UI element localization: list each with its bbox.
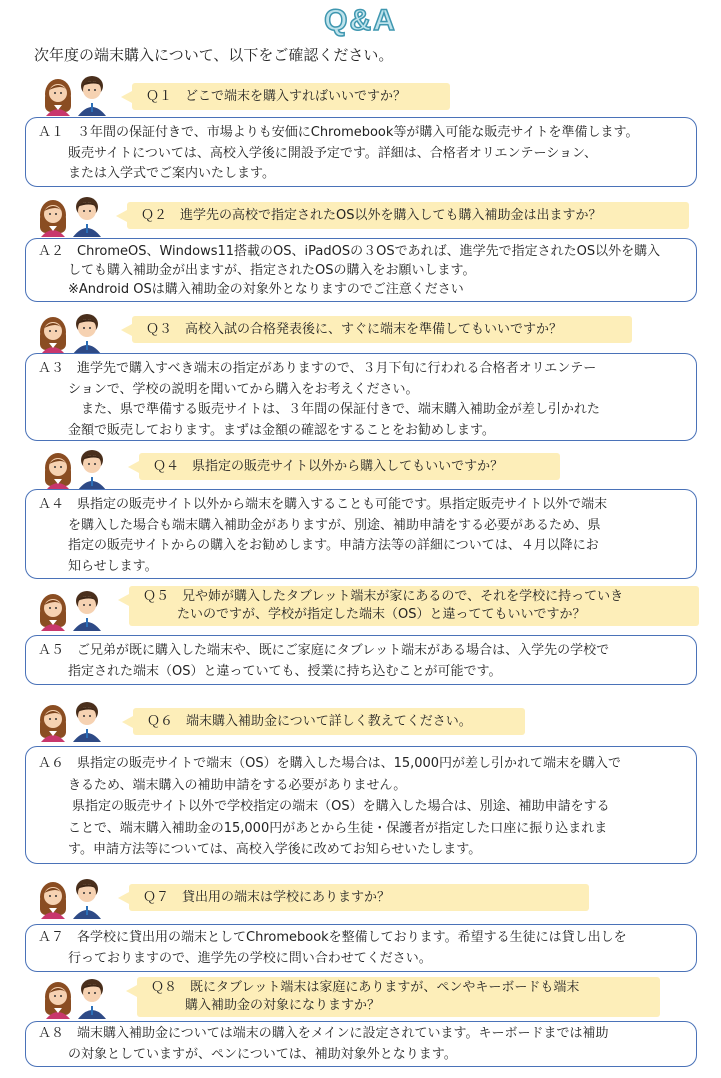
- answer-1: [25, 117, 697, 187]
- people-illustration-icon: [35, 310, 107, 354]
- question-text: Ｑ８ 既にタブレット端末は家庭にありますが、ペンやキーボードも端末: [151, 980, 580, 995]
- people-illustration-icon: [35, 875, 107, 919]
- answer-line: 県指定の販売サイト以外で学校指定の端末（OS）を購入した場合は、別途、補助申請をする: [72, 799, 610, 814]
- question-text: Ｑ１ どこで端末を購入すればいいですか？: [146, 89, 407, 104]
- question-text: たいのですが、学校が指定した端末（OS）と違っててもいいですか？: [177, 607, 586, 622]
- answer-line: または入学式でご案内いたします。: [68, 166, 275, 181]
- question-6: [133, 708, 525, 735]
- people-illustration-icon: [35, 698, 107, 742]
- answer-line: ※Android OSは購入補助金の対象外となりますのでご注意ください: [68, 282, 464, 297]
- answer-line: また、県で準備する販売サイトは、３年間の保証付きで、端末購入補助金が差し引かれた: [68, 402, 600, 417]
- question-8: [137, 977, 660, 1017]
- page-title: Q&A: [324, 4, 397, 37]
- answer-7: [25, 924, 697, 972]
- question-4: [139, 453, 560, 480]
- answer-line: Ａ８ 端末購入補助金については端末の購入をメインに設定されています。キーボードまでは補助: [38, 1026, 609, 1041]
- people-illustration-icon: [35, 193, 107, 237]
- question-1: [132, 83, 450, 110]
- answer-5: [25, 635, 697, 685]
- question-text: Ｑ５ 兄や姉が購入したタブレット端末が家にあるので、それを学校に持っていき: [143, 589, 624, 604]
- answer-line: 金額で販売しております。まずは金額の確認をすることをお勧めします。: [68, 422, 495, 438]
- question-text: Ｑ３ 高校入試の合格発表後に、すぐに端末を準備してもいいですか？: [146, 322, 563, 337]
- answer-line: Ａ６ 県指定の販売サイトで端末（OS）を購入した場合は、15,000円が差し引かれて端末を購入で: [38, 756, 622, 771]
- answer-line: Ａ２ ChromeOS、Windows11搭載のOS、iPadOSの３OSであれば、進学先で指定されたOS以外を購入: [38, 244, 661, 259]
- answer-line: きるため、端末購入の補助申請をする必要がありません。: [68, 777, 407, 793]
- answer-3: [25, 353, 697, 441]
- answer-line: ションで、学校の説明を聞いてから購入をお考えください。: [68, 381, 419, 397]
- question-text: Ｑ６ 端末購入補助金について詳しく教えてください。: [147, 714, 472, 729]
- answer-line: 指定の販売サイトからの購入をお勧めします。申請方法等の詳細については、４月以降にお: [68, 538, 599, 553]
- question-2: [127, 202, 689, 229]
- people-illustration-icon: [40, 446, 112, 490]
- answer-line: ことで、端末購入補助金の15,000円があとから生徒・保護者が指定した口座に振り込まれま: [68, 820, 608, 836]
- answer-line: 販売サイトについては、高校入学後に開設予定です。詳細は、合格者オリエンテーション、: [68, 145, 597, 161]
- answer-line: Ａ５ ご兄弟が既に購入した端末や、既にご家庭にタブレット端末がある場合は、入学先の学校で: [38, 643, 610, 658]
- answer-line: Ａ１ ３年間の保証付きで、市場よりも安価にChromebook等が購入可能な販売サイトを準備します。: [38, 125, 639, 140]
- answer-line: Ａ４ 県指定の販売サイト以外から端末を購入することも可能です。県指定販売サイト以外で端末: [38, 497, 608, 512]
- answer-line: を購入した場合も端末購入補助金がありますが、別途、補助申請をする必要があるため、県: [68, 517, 601, 533]
- question-text: Ｑ２ 進学先の高校で指定されたOS以外を購入しても購入補助金は出ますか？: [141, 208, 602, 223]
- answer-8: [25, 1021, 697, 1067]
- question-3: [132, 316, 632, 343]
- question-text: Ｑ７ 貸出用の端末は学校にありますか？: [143, 890, 391, 905]
- question-5: [129, 586, 699, 626]
- answer-line: Ａ３ 進学先で購入すべき端末の指定がありますので、３月下旬に行われる合格者オリエンテー: [38, 361, 597, 376]
- question-7: [129, 884, 589, 911]
- people-illustration-icon: [40, 975, 112, 1019]
- answer-line: す。申請方法等については、高校入学後に改めてお知らせいたします。: [68, 842, 482, 857]
- answer-line: しても購入補助金が出ますが、指定されたOSの購入をお願いします。: [68, 263, 476, 278]
- answer-line: Ａ７ 各学校に貸出用の端末としてChromebookを整備しております。希望する生徒には貸し出しを: [38, 930, 627, 945]
- answer-line: の対象としていますが、ペンについては、補助対象外となります。: [68, 1046, 457, 1062]
- intro-text: 次年度の端末購入について、以下をご確認ください。: [34, 46, 394, 64]
- answer-line: 行っておりますので、進学先の学校に問い合わせてください。: [68, 950, 432, 966]
- people-illustration-icon: [40, 72, 112, 116]
- people-illustration-icon: [35, 587, 107, 631]
- answer-4: [25, 489, 697, 579]
- answer-line: 知らせします。: [68, 558, 158, 574]
- answer-6: [25, 746, 697, 864]
- answer-line: 指定された端末（OS）と違っていても、授業に持ち込むことが可能です。: [68, 663, 502, 679]
- answer-2: [25, 238, 697, 302]
- question-text: 購入補助金の対象になりますか？: [185, 998, 381, 1013]
- question-text: Ｑ４ 県指定の販売サイト以外から購入してもいいですか？: [153, 459, 504, 474]
